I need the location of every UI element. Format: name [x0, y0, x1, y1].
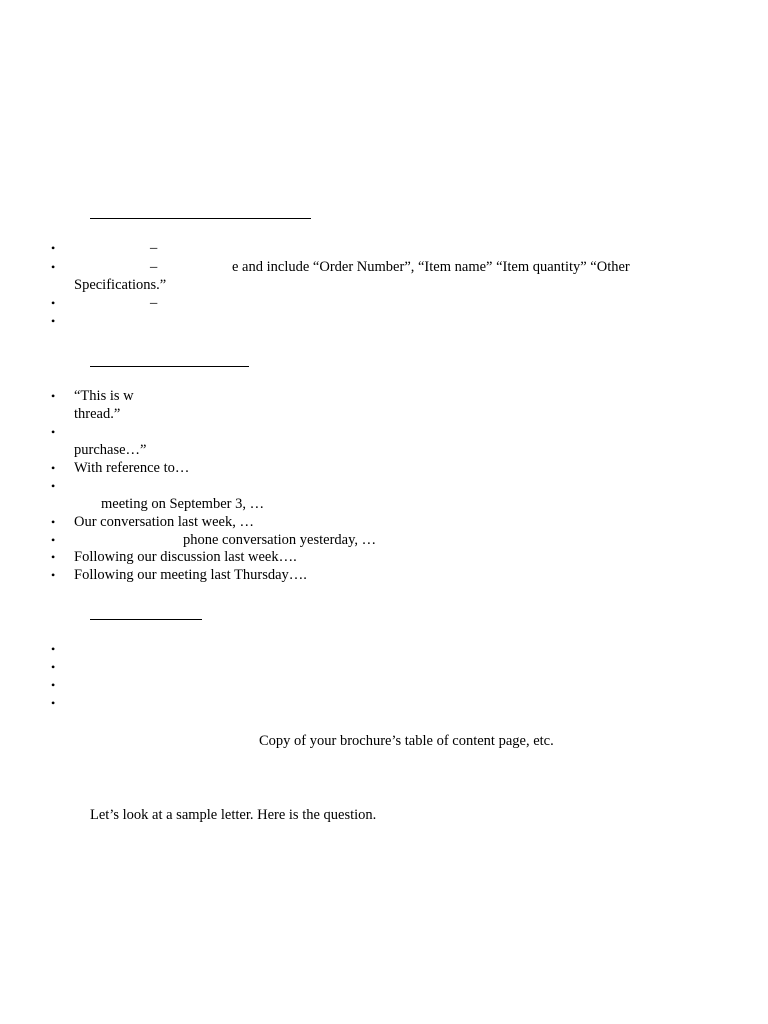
- bullet: •: [51, 642, 56, 656]
- list-item-text: purchase…”: [74, 442, 147, 458]
- list-item-text: Following our meeting last Thursday….: [74, 567, 307, 583]
- bullet: •: [51, 550, 56, 564]
- list-item-text: phone conversation yesterday, …: [183, 532, 377, 548]
- bullet: •: [51, 696, 56, 710]
- bullet: •: [51, 515, 56, 529]
- bullet: •: [51, 533, 56, 547]
- bullet: •: [51, 461, 56, 475]
- closing-paragraph: Let’s look at a sample letter. Here is the question.: [90, 807, 377, 823]
- list-item-text: Following our discussion last week….: [74, 549, 297, 565]
- bullet: •: [51, 260, 56, 274]
- list-item-text: “This is w: [74, 388, 134, 404]
- bullet: •: [51, 479, 56, 493]
- bullet: •: [51, 425, 56, 439]
- bullet: •: [51, 678, 56, 692]
- heading-underline-3: [90, 619, 202, 620]
- caption-text: Copy of your brochure’s table of content page, etc.: [259, 733, 554, 749]
- bullet: •: [51, 296, 56, 310]
- list-item-text: Our conversation last week, …: [74, 514, 254, 530]
- list-item-text: Specifications.”: [74, 277, 167, 293]
- bullet: •: [51, 241, 56, 255]
- list-item-text: meeting on September 3, …: [101, 496, 265, 512]
- bullet: •: [51, 389, 56, 403]
- list-item-text: thread.”: [74, 406, 121, 422]
- heading-underline-1: [90, 218, 311, 219]
- list-item-text: With reference to…: [74, 460, 190, 476]
- dash: –: [150, 240, 158, 256]
- dash: –: [150, 295, 158, 311]
- heading-underline-2: [90, 366, 249, 367]
- bullet: •: [51, 568, 56, 582]
- bullet: •: [51, 314, 56, 328]
- list-item-text: e and include “Order Number”, “Item name” “Item quantity” “Other: [232, 259, 630, 275]
- bullet: •: [51, 660, 56, 674]
- dash: –: [150, 259, 158, 275]
